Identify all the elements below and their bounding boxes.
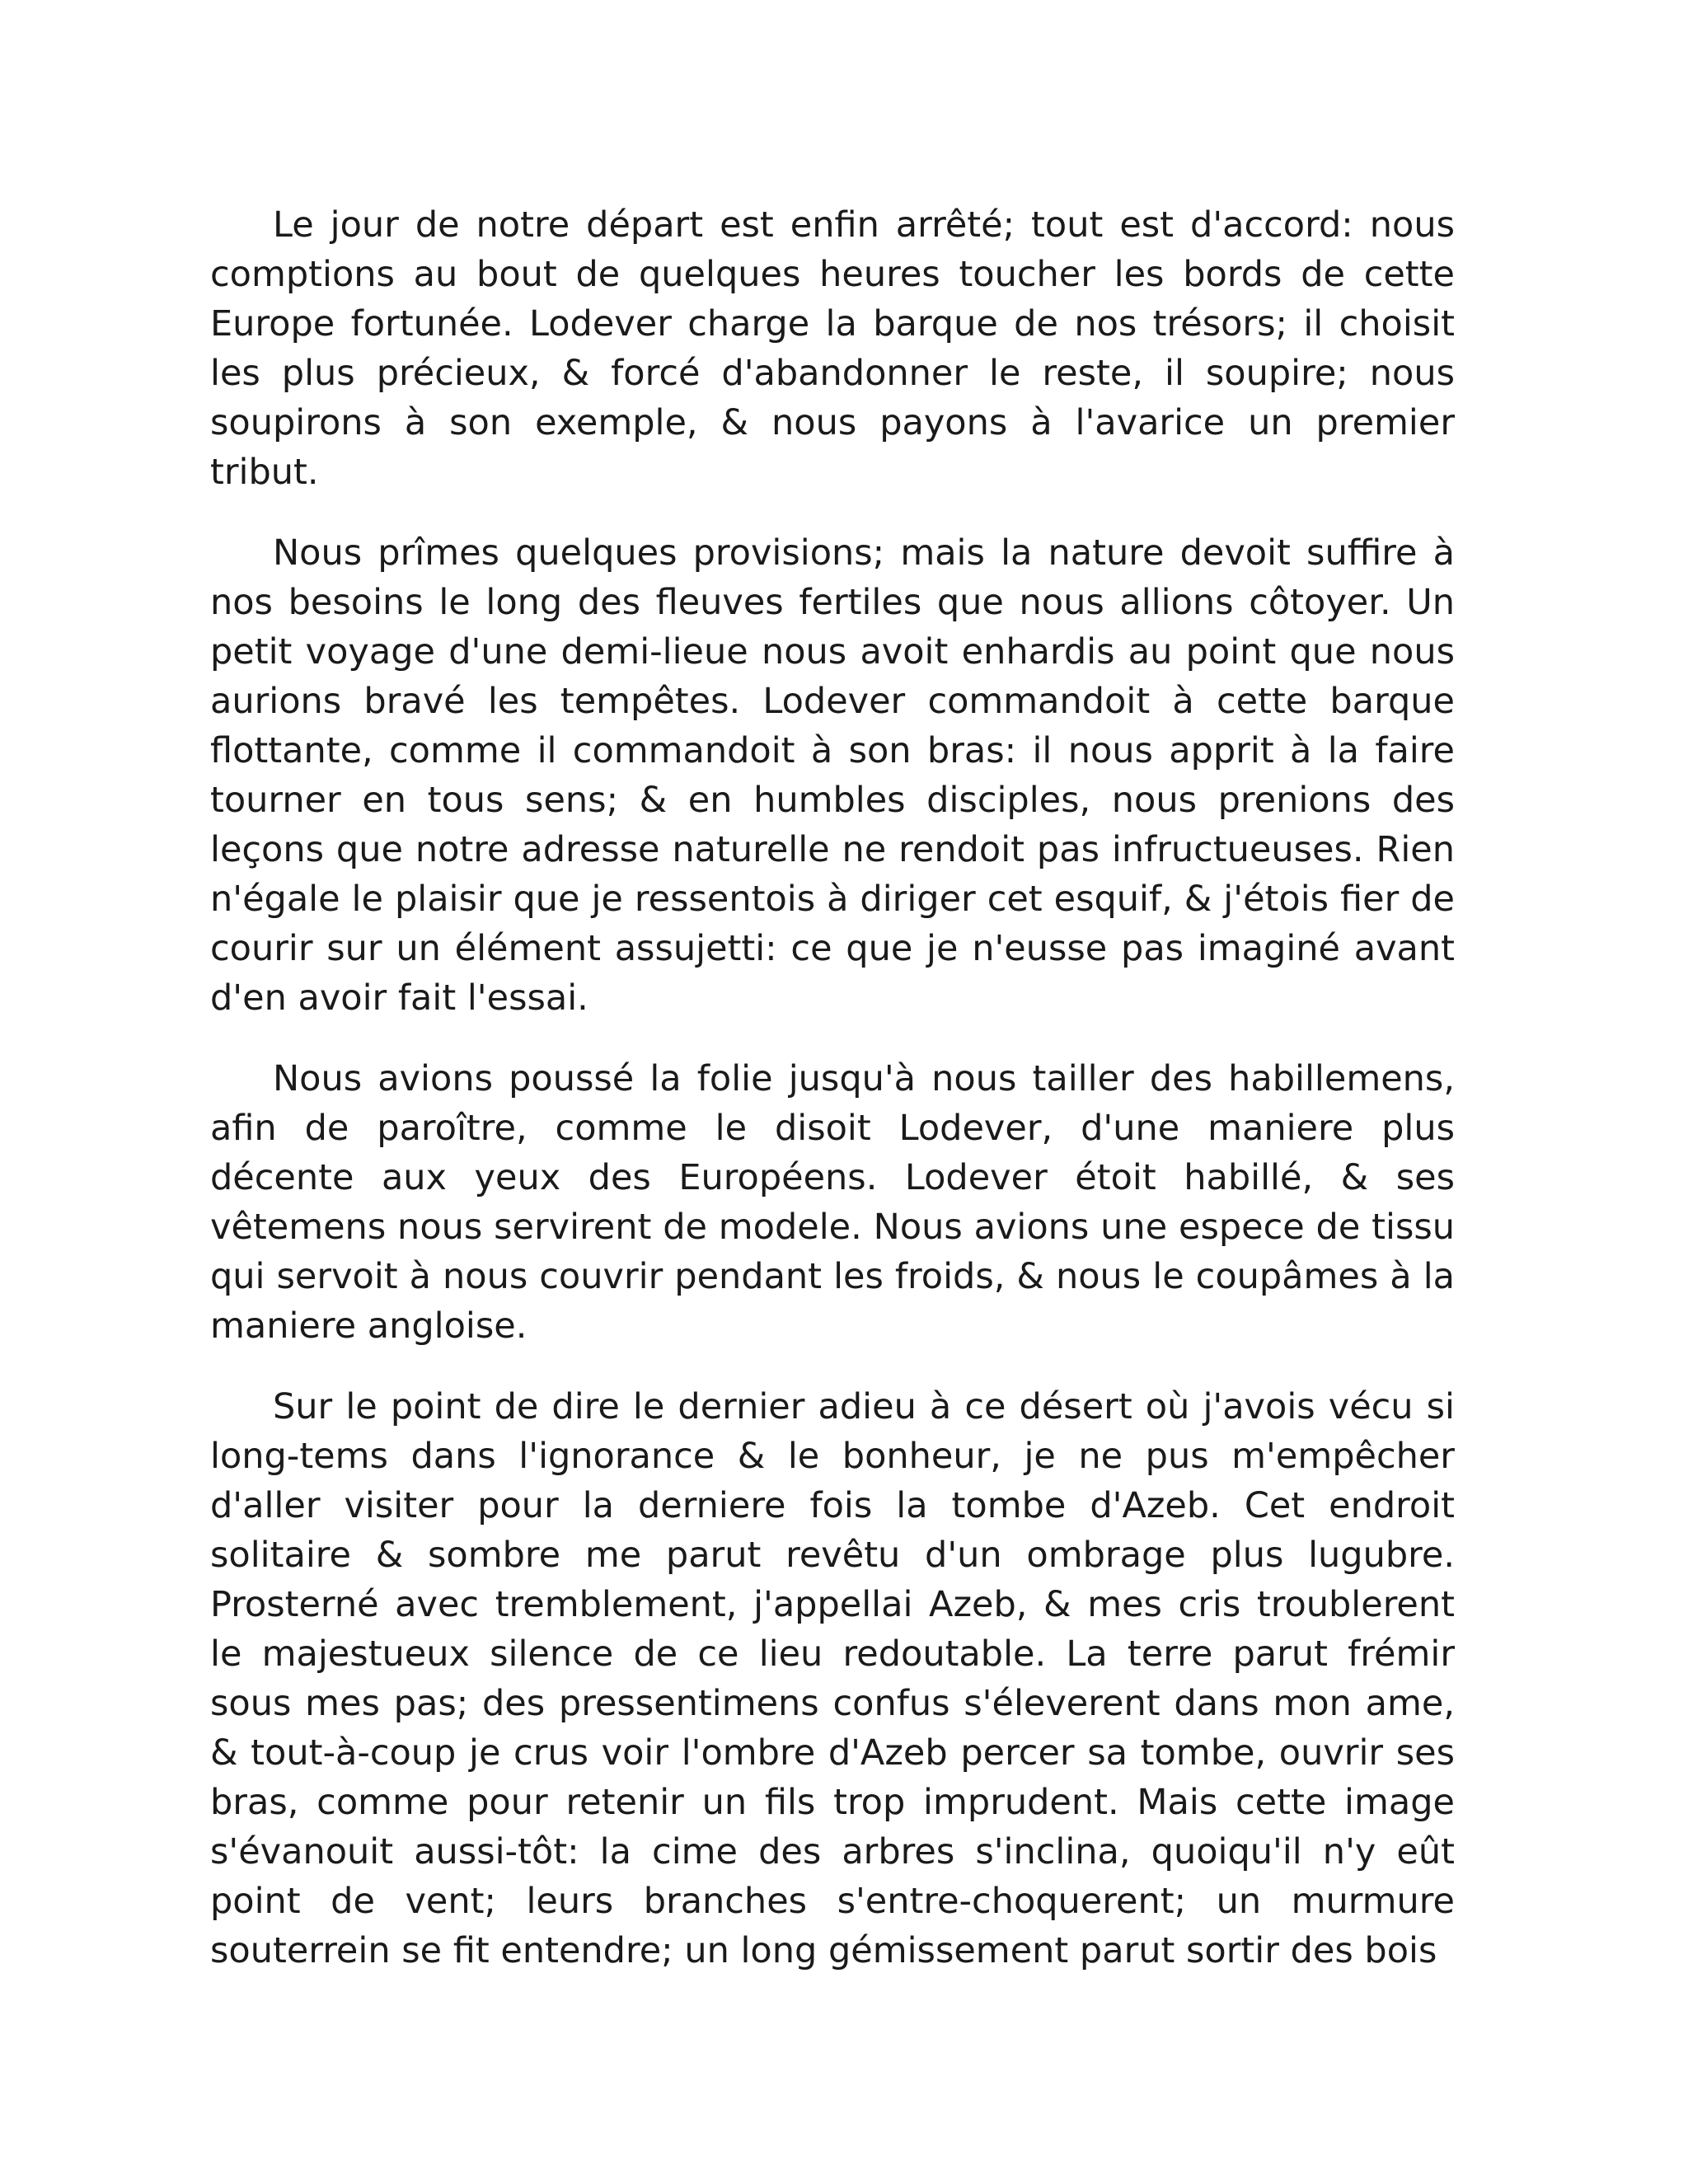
- paragraph-4: Sur le point de dire le dernier adieu à ce désert où j'avois vécu si long-tems dans l'ignorance & le bonheur, je ne pus m'empêcher d'aller visiter pour la derniere fois la tombe d'Azeb. Cet endroit solitaire & sombre me parut revêtu d'un ombrage plus lugubre. Prosterné avec tremblement, j'appellai Azeb, & mes cris troublerent le majestueux silence de ce lieu redoutable. La terre parut frémir sous mes pas; des pressentimens confus s'éleverent dans mon ame, & tout-à-coup je crus voir l'ombre d'Azeb percer sa tombe, ouvrir ses bras, comme pour retenir un fils trop imprudent. Mais cette image s'évanouit aussi-tôt: la cime des arbres s'inclina, quoiqu'il n'y eût point de vent; leurs branches s'entre-choquerent; un murmure souterrein se fit entendre; un long gémissement parut sortir des bois: [210, 1386, 1455, 1971]
- paragraph-3: Nous avions poussé la folie jusqu'à nous tailler des habillemens, afin de paroître, comme le disoit Lodever, d'une maniere plus décente aux yeux des Européens. Lodever étoit habillé, & ses vêtemens nous servirent de modele. Nous avions une espece de tissu qui servoit à nous couvrir pendant les froids, & nous le coupâmes à la maniere angloise.: [210, 1058, 1455, 1347]
- body-text: [210, 200, 1455, 1975]
- paragraph-2: Nous prîmes quelques provisions; mais la nature devoit suffire à nos besoins le long des fleuves fertiles que nous allions côtoyer. Un petit voyage d'une demi-lieue nous avoit enhardis au point que nous aurions bravé les tempêtes. Lodever commandoit à cette barque flottante, comme il commandoit à son bras: il nous apprit à la faire tourner en tous sens; & en humbles disciples, nous prenions des leçons que notre adresse naturelle ne rendoit pas infructueuses. Rien n'égale le plaisir que je ressentois à diriger cet esquif, & j'étois fier de courir sur un élément assujetti: ce que je n'eusse pas imaginé avant d'en avoir fait l'essai.: [210, 532, 1455, 1019]
- paragraph-1: Le jour de notre départ est enfin arrêté; tout est d'accord: nous comptions au bout de quelques heures toucher les bords de cette Europe fortunée. Lodever charge la barque de nos trésors; il choisit les plus précieux, & forcé d'abandonner le reste, il soupire; nous soupirons à son exemple, & nous payons à l'avarice un premier tribut.: [210, 204, 1455, 493]
